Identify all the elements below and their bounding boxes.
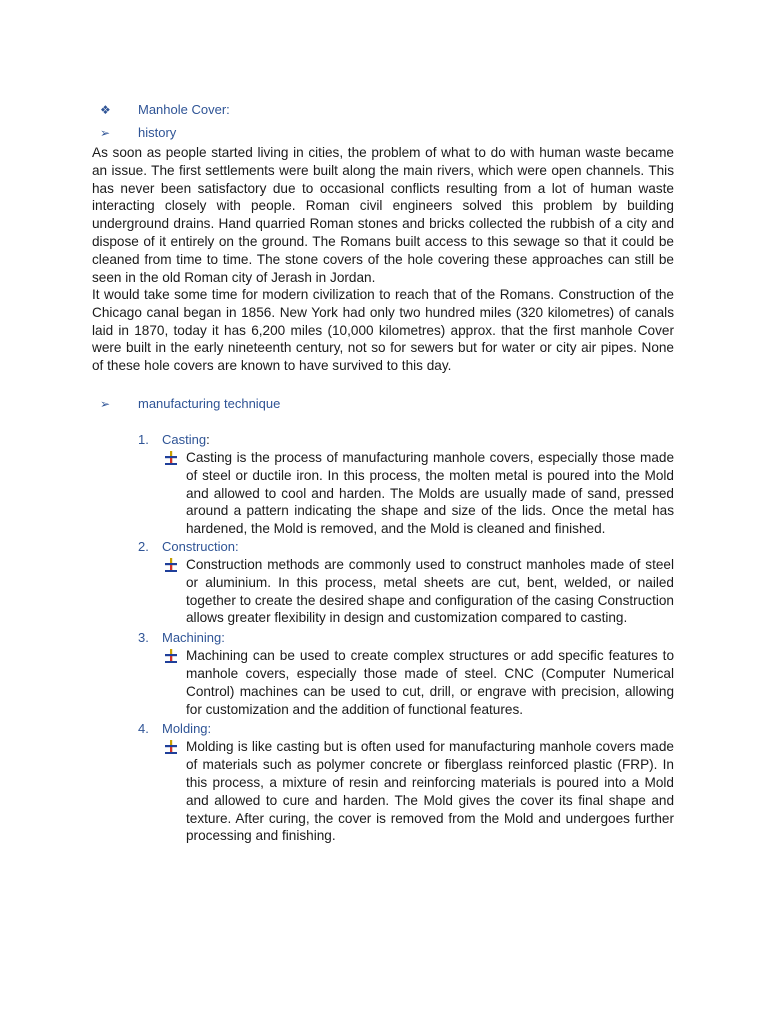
list-item-number: 2. — [138, 538, 149, 554]
list-item-sub-bullet — [162, 738, 674, 845]
history-heading: history — [138, 125, 177, 140]
diamond-four-bullet-icon: ❖ — [100, 103, 111, 117]
list-item-title — [138, 720, 674, 738]
list-item-title — [138, 538, 674, 556]
cross-bullet-icon — [162, 556, 186, 574]
list-item-machining — [138, 629, 674, 718]
arrowhead-bullet-icon: ➢ — [100, 397, 111, 411]
history-heading-row — [100, 124, 176, 142]
list-item-casting — [138, 431, 674, 538]
arrowhead-bullet-icon: ➢ — [100, 126, 111, 140]
section-title-row — [100, 101, 230, 119]
list-item-title — [138, 629, 674, 647]
manufacturing-list — [138, 431, 674, 845]
section-title: Manhole Cover: — [138, 102, 230, 117]
history-paragraph-1: As soon as people started living in cities, the problem of what to do with human waste became an issue. The first settlements were built along the main rivers, which were open channels. This has never been satisfactory due to occasional conflicts resulting from a lot of human waste interacting closely with people. Roman civil engineers solved this problem by building underground drains. Hand quarried Roman stones and bricks collected the rubbish of a city and dispose of it entirely on the ground. The Romans built access to this sewage so that it could be cleaned from time to time. The stone covers of the hole covering these approaches can still be seen in the old Roman city of Jerash in Jordan. — [92, 145, 674, 285]
list-item-title — [138, 431, 674, 449]
list-item-description: Molding is like casting but is often used for manufacturing manhole covers made of materials such as polymer concrete or fiberglass reinforced plastic (FRP). In this process, a mixture of resin and reinforcing materials is poured into a Mold and allowed to cure and harden. The Mold gives the cover its final shape and texture. After curing, the cover is removed from the Mold and undergoes further processing and finishing. — [186, 739, 674, 844]
list-item-name: Machining: — [162, 630, 225, 646]
list-item-name: Molding: — [162, 721, 212, 737]
list-item-name: Construction: — [162, 538, 239, 554]
list-item-sub-bullet — [162, 449, 674, 538]
cross-bullet-icon — [162, 647, 186, 665]
list-item-colon: : — [206, 432, 210, 447]
list-item-sub-bullet — [162, 647, 674, 718]
manufacturing-heading-row — [100, 395, 280, 413]
list-item-description: Construction methods are commonly used to construct manholes made of steel or aluminium. In this process, metal sheets are cut, bent, welded, or nailed together to create the desired shape and configuration of the casing Construction allows greater flexibility in design and customization compared to casting. — [186, 556, 674, 626]
cross-bullet-icon — [162, 738, 186, 756]
list-item-number: 3. — [138, 630, 149, 646]
list-item-description: Machining can be used to create complex structures or add specific features to manhole covers, especially those made of steel. CNC (Computer Numerical Control) machines can be used to cut, drill, or engrave with precision, allowing for customization and the addition of functional features. — [186, 648, 674, 717]
list-item-sub-bullet — [162, 556, 674, 627]
history-paragraph-2: It would take some time for modern civilization to reach that of the Romans. Construction of the Chicago canal began in 1856. New York had only two hundred miles (320 kilometres) of canals laid in 1870, today it has 6,200 miles (10,000 kilometres) approx. that the first manhole Cover were built in the early nineteenth century, not so for sewers but for water or city air pipes. None of these hole covers are known to have survived to this day. — [92, 287, 674, 374]
list-item-number: 4. — [138, 721, 149, 737]
list-item-description: Casting is the process of manufacturing manhole covers, especially those made of steel or ductile iron. In this process, the molten metal is poured into the Mold and allowed to cool and harden. The Molds are usually made of sand, pressed around a pattern indicating the shape and size of the lids. Once the metal has hardened, the Mold is removed, and the Mold is cleaned and finished. — [186, 450, 674, 537]
list-item-molding — [138, 720, 674, 845]
manufacturing-heading: manufacturing technique — [138, 396, 281, 411]
list-item-number: 1. — [138, 432, 149, 447]
list-item-construction — [138, 538, 674, 627]
cross-bullet-icon — [162, 449, 186, 467]
list-item-name: Casting — [162, 432, 207, 447]
